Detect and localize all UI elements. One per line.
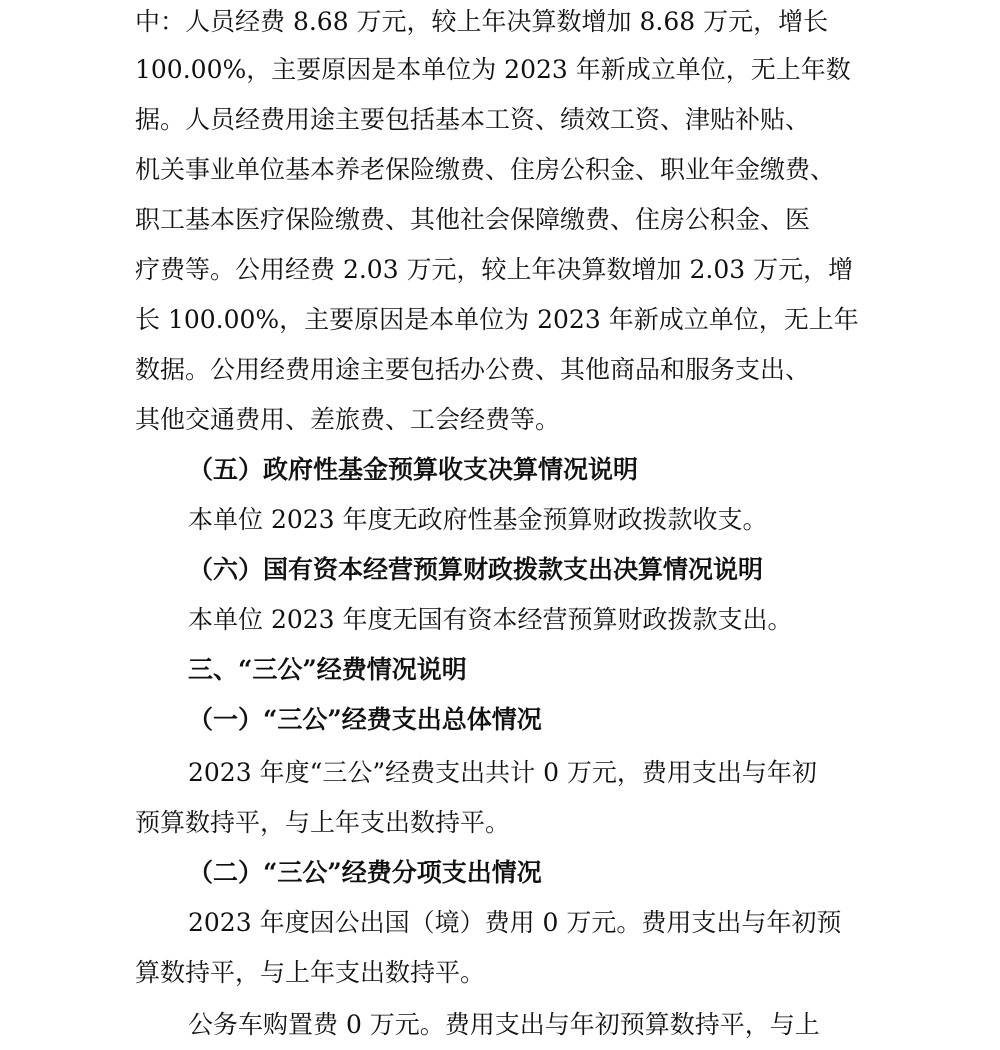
paragraph-line: 2023 年度“三公”经费支出共计 0 万元，费用支出与年初 <box>188 758 817 787</box>
paragraph-line: 机关事业单位基本养老保险缴费、住房公积金、职业年金缴费、 <box>135 155 836 184</box>
paragraph-line: 长 100.00%，主要原因是本单位为 2023 年新成立单位，无上年 <box>135 305 859 334</box>
paragraph-line: 中：人员经费 8.68 万元，较上年决算数增加 8.68 万元，增长 <box>135 7 829 36</box>
paragraph-line: 职工基本医疗保险缴费、其他社会保障缴费、住房公积金、医 <box>135 205 811 234</box>
paragraph-line: 数据。公用经费用途主要包括办公费、其他商品和服务支出、 <box>135 355 811 384</box>
section-heading: （五）政府性基金预算收支决算情况说明 <box>188 455 639 484</box>
paragraph-line: 100.00%，主要原因是本单位为 2023 年新成立单位，无上年数 <box>135 55 851 84</box>
section-heading: （六）国有资本经营预算财政拨款支出决算情况说明 <box>188 555 764 584</box>
subsection-heading: （二）“三公”经费分项支出情况 <box>188 858 542 887</box>
paragraph-line: 本单位 2023 年度无国有资本经营预算财政拨款支出。 <box>188 605 793 634</box>
subsection-heading: （一）“三公”经费支出总体情况 <box>188 705 542 734</box>
paragraph-line: 其他交通费用、差旅费、工会经费等。 <box>135 405 561 434</box>
paragraph-line: 算数持平，与上年支出数持平。 <box>135 958 486 987</box>
paragraph-line: 公务车购置费 0 万元。费用支出与年初预算数持平，与上 <box>188 1010 820 1039</box>
paragraph-line: 据。人员经费用途主要包括基本工资、绩效工资、津贴补贴、 <box>135 105 811 134</box>
paragraph-line: 疗费等。公用经费 2.03 万元，较上年决算数增加 2.03 万元，增 <box>135 255 854 284</box>
paragraph-line: 预算数持平，与上年支出数持平。 <box>135 808 511 837</box>
paragraph-line: 2023 年度因公出国（境）费用 0 万元。费用支出与年初预 <box>188 908 842 937</box>
section-heading: 三、“三公”经费情况说明 <box>188 655 467 684</box>
paragraph-line: 本单位 2023 年度无政府性基金预算财政拨款收支。 <box>188 505 768 534</box>
